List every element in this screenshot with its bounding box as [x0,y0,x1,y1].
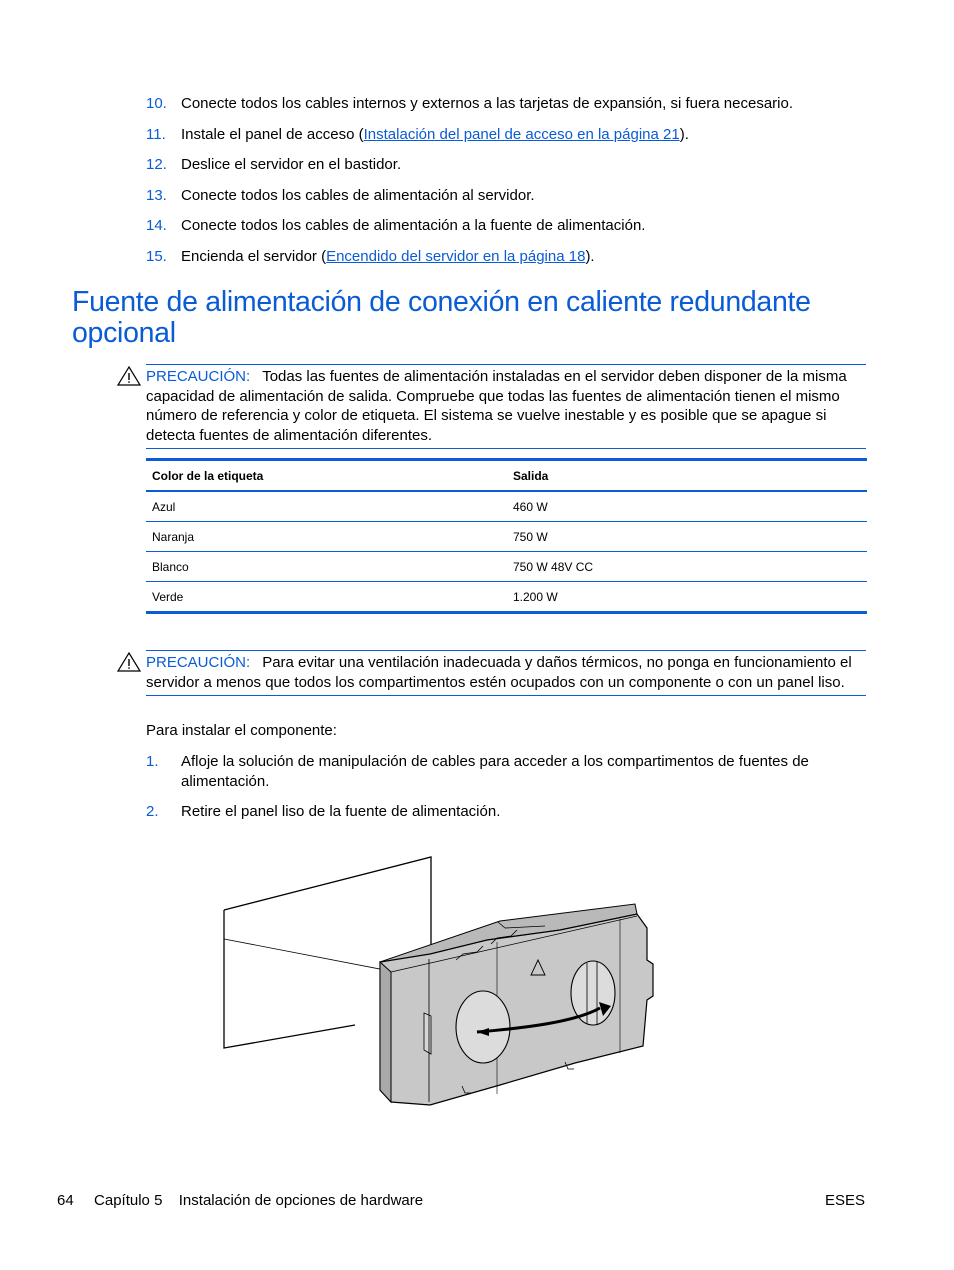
table-cell: Naranja [146,522,507,552]
chapter-label: Capítulo 5 [94,1192,163,1209]
step-text-pre: Instale el panel de acceso ( [181,126,364,143]
step-text: Deslice el servidor en el bastidor. [181,156,402,173]
column-header: Salida [507,460,867,492]
step-number: 2. [146,803,159,820]
procedure-intro: Para instalar el componente: [146,722,337,739]
blank-panel-removal-illustration [215,850,665,1115]
warning-icon [117,366,141,386]
section-title: Fuente de alimentación de conexión en caliente redundante opcional [72,286,811,349]
blank-panel [380,904,653,1105]
step-number: 12. [146,156,167,173]
step-text: Retire el panel liso de la fuente de alimentación. [181,803,501,820]
page-number: 64 [57,1192,74,1209]
step-number: 15. [146,248,167,265]
table-cell: Blanco [146,552,507,582]
column-header: Color de la etiqueta [146,460,507,492]
table-header-row [146,460,867,492]
footer-locale: ESES [825,1192,866,1209]
step-text: Conecte todos los cables internos y externos a las tarjetas de expansión, si fuera necesario. [181,95,794,112]
warning-icon [117,652,141,672]
step-text-post: ). [679,126,689,143]
step-text [181,125,866,145]
step-number: 10. [146,95,167,112]
step-number: 11. [146,126,166,143]
table-cell: 1.200 W [507,582,867,613]
table-cell: 750 W 48V CC [507,552,867,582]
caution-label: PRECAUCIÓN: [146,654,251,671]
table-cell: Azul [152,499,176,514]
caution-note-power-supplies [146,364,866,449]
table-row [146,522,867,552]
caution-text: Todas las fuentes de alimentación instaladas en el servidor deben disponer de la misma capacidad de alimentación de salida. Compruebe que todas las fuentes de alimentación tienen el mismo número de referencia y color de etiqueta. El sistema se vuelve inestable y es posible que se apague si detecta fuentes de alimentación diferentes. [146,368,847,444]
footer-left [57,1191,423,1210]
link-power-on[interactable]: Encendido del servidor en la página 18 [326,248,586,265]
table-cell: 460 W [513,499,548,514]
link-access-panel[interactable]: Instalación del panel de acceso en la página 21 [363,126,680,143]
caution-label: PRECAUCIÓN: [146,368,251,385]
step-text-pre: Encienda el servidor ( [181,248,327,265]
table-row [146,552,867,582]
table-cell: 750 W [507,522,867,552]
step-text: Afloje la solución de manipulación de cables para acceder a los compartimentos de fuentes de alimentación. [181,753,809,790]
step-text-post: ). [585,248,595,265]
step-text [181,247,866,267]
caution-text: Para evitar una ventilación inadecuada y daños térmicos, no ponga en funcionamiento el servidor a menos que todos los compartimentos estén ocupados con un componente o con un panel liso. [146,654,852,691]
step-number: 13. [146,187,167,204]
chapter-title: Instalación de opciones de hardware [178,1192,424,1209]
table-row [146,582,867,613]
step-number: 14. [146,217,167,234]
step-number: 1. [146,753,159,770]
table-cell: Verde [146,582,507,613]
step-text: Conecte todos los cables de alimentación al servidor. [181,187,535,204]
caution-note-ventilation [146,650,866,696]
step-text: Conecte todos los cables de alimentación a la fuente de alimentación. [181,217,646,234]
label-color-table [146,458,867,614]
table-row [146,491,867,522]
